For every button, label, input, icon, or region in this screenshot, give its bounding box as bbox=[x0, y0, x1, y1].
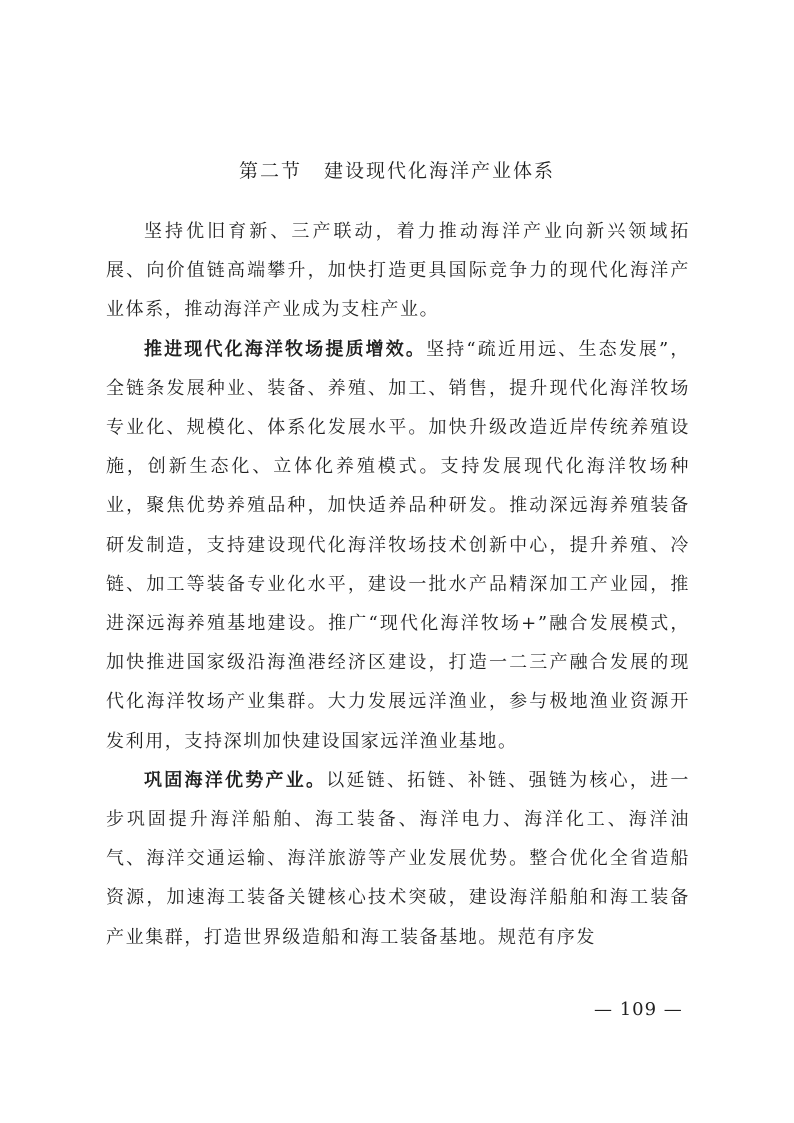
paragraph-lead: 推进现代化海洋牧场提质增效。 bbox=[144, 338, 427, 360]
paragraph-text: 坚持优旧育新、三产联动，着力推动海洋产业向新兴领域拓展、向价值链高端攀升，加快打造更具国际竞争力的现代化海洋产业体系，推动海洋产业成为支柱产业。 bbox=[106, 221, 690, 321]
section-heading bbox=[0, 157, 794, 185]
paragraph-advantage-industries bbox=[106, 761, 690, 957]
section-title: 建设现代化海洋产业体系 bbox=[324, 160, 556, 182]
section-number: 第二节 bbox=[238, 160, 302, 182]
paragraph-text: 坚持“疏近用远、生态发展”，全链条发展种业、装备、养殖、加工、销售，提升现代化海洋牧场专业化、规模化、体系化发展水平。加快升级改造近岸传统养殖设施，创新生态化、立体化养殖模式。支持发展现代化海洋牧场种业，聚焦优势养殖品种，加快适养品种研发。推动深远海养殖装备研发制造，支持建设现代化海洋牧场技术创新中心，提升养殖、冷链、加工等装备专业化水平，建设一批水产品精深加工产业园，推进深远海养殖基地建设。推广“现代化海洋牧场+”融合发展模式，加快推进国家级沿海渔港经济区建设，打造一二三产融合发展的现代化海洋牧场产业集群。大力发展远洋渔业，参与极地渔业资源开发利用，支持深圳加快建设国家远洋渔业基地。 bbox=[106, 338, 690, 752]
paragraph-intro bbox=[106, 212, 690, 330]
paragraph-text: 以延链、拓链、补链、强链为核心，进一步巩固提升海洋船舶、海工装备、海洋电力、海洋化工、海洋油气、海洋交通运输、海洋旅游等产业发展优势。整合优化全省造船资源，加速海工装备关键核心技术突破，建设海洋船舶和海工装备产业集群，打造世界级造船和海工装备基地。规范有序发 bbox=[106, 769, 690, 948]
paragraph-marine-ranching bbox=[106, 330, 690, 761]
paragraph-lead: 巩固海洋优势产业。 bbox=[144, 769, 327, 791]
body-text bbox=[106, 212, 690, 957]
page-number: — 109 — bbox=[594, 999, 683, 1020]
